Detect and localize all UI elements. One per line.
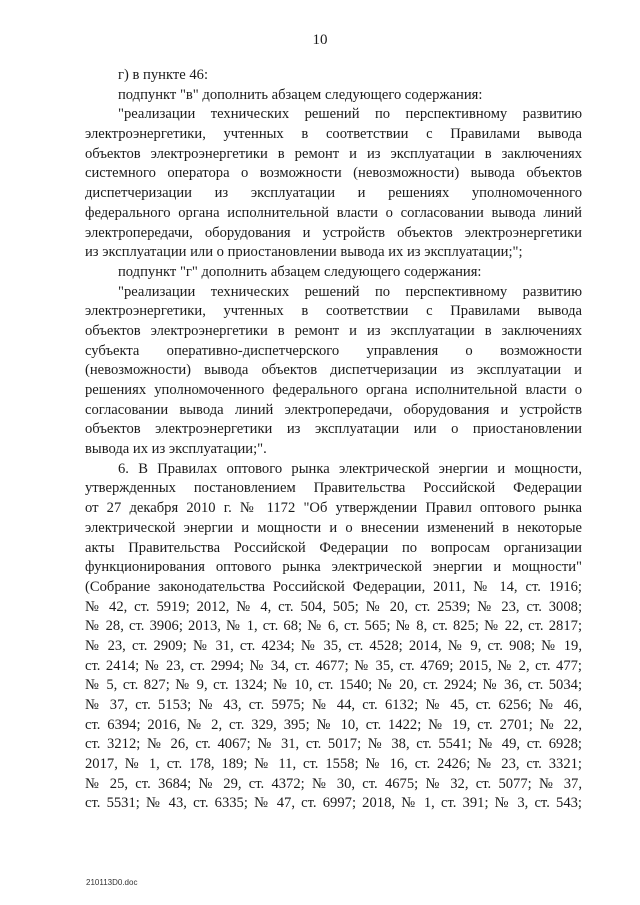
text-line: подпункт "г" дополнить абзацем следующего содержания: [118, 263, 482, 280]
text-line: ст. 6394; 2016, № 2, ст. 329, 395; № 10, ст. 1422; № 19, ст. 2701; № 22, [85, 716, 582, 733]
text-line: (Собрание законодательства Российской Федерации, 2011, № 14, ст. 1916; [85, 578, 582, 595]
text-line: объектов электроэнергетики в ремонт и из эксплуатации в заключениях [85, 322, 582, 339]
text-line: объектов электроэнергетики в ремонт и из эксплуатации в заключениях [85, 145, 582, 162]
text-line: ст. 3212; № 26, ст. 4067; № 31, ст. 5017; № 38, ст. 5541; № 49, ст. 6928; [85, 736, 582, 753]
text-line: объектов электроэнергетики из эксплуатации или о приостановлении [85, 421, 582, 438]
text-line: субъекта оперативно-диспетчерского управления о возможности [85, 342, 582, 359]
footer-filename: 210113D0.doc [86, 878, 138, 887]
text-line: решениях уполномоченного федерального органа исполнительной власти о [85, 382, 582, 398]
text-line: вывода их из эксплуатации;". [85, 441, 267, 458]
text-line: диспетчеризации из эксплуатации и решениях уполномоченного [85, 185, 582, 202]
text-line: № 25, ст. 3684; № 29, ст. 4372; № 30, ст. 4675; № 32, ст. 5077; № 37, [85, 775, 582, 792]
text-line: акты Правительства Российской Федерации по вопросам организации [85, 539, 582, 556]
text-line: 2017, № 1, ст. 178, 189; № 11, ст. 1558; № 16, ст. 2426; № 23, ст. 3321; [85, 756, 582, 773]
text-line: функционирования оптового рынка электрической энергии и мощности" [85, 559, 582, 576]
text-line: "реализации технических решений по перспективному развитию [118, 106, 582, 123]
text-line: 6. В Правилах оптового рынка электрической энергии и мощности, [118, 460, 582, 477]
text-line: согласовании вывода линий электропередачи, оборудования и устройств [85, 401, 582, 418]
text-line: № 42, ст. 5919; 2012, № 4, ст. 504, 505; № 20, ст. 2539; № 23, ст. 3008; [85, 598, 582, 615]
text-line: № 37, ст. 5153; № 43, ст. 5975; № 44, ст. 6132; № 45, ст. 6256; № 46, [85, 697, 582, 713]
text-line: № 23, ст. 2909; № 31, ст. 4234; № 35, ст. 4528; 2014, № 9, ст. 908; № 19, [85, 637, 582, 654]
text-line: от 27 декабря 2010 г. № 1172 "Об утверждении Правил оптового рынка [85, 500, 582, 517]
text-line: из эксплуатации или о приостановлении вывода их из эксплуатации;"; [85, 244, 523, 261]
text-line: (невозможности) вывода объектов диспетчеризации из эксплуатации и [85, 362, 582, 379]
text-line: системного оператора о возможности (невозможности) вывода объектов [85, 165, 582, 182]
document-body [85, 66, 582, 814]
page-number: 10 [312, 32, 328, 48]
text-line: электроэнергетики, учтенных в соответствии с Правилами вывода [85, 126, 582, 143]
text-line: электроэнергетики, учтенных в соответствии с Правилами вывода [85, 303, 582, 320]
text-line: ст. 2414; № 23, ст. 2994; № 34, ст. 4677; № 35, ст. 4769; 2015, № 2, ст. 477; [85, 657, 582, 674]
text-line: утвержденных постановлением Правительства Российской Федерации [85, 480, 582, 497]
text-line: "реализации технических решений по перспективному развитию [118, 283, 582, 300]
text-line: № 28, ст. 3906; 2013, № 1, ст. 68; № 6, ст. 565; № 8, ст. 825; № 22, ст. 2817; [85, 618, 582, 635]
text-line: электропередачи, оборудования и устройств объектов электроэнергетики [85, 224, 582, 241]
text-line: г) в пункте 46: [118, 67, 208, 83]
text-line: подпункт "в" дополнить абзацем следующего содержания: [118, 86, 483, 103]
text-line: ст. 5531; № 43, ст. 6335; № 47, ст. 6997; 2018, № 1, ст. 391; № 3, ст. 543; [85, 795, 582, 812]
text-line: федерального органа исполнительной власти о согласовании вывода линий [85, 204, 582, 221]
text-line: № 5, ст. 827; № 9, ст. 1324; № 10, ст. 1540; № 20, ст. 2924; № 36, ст. 5034; [85, 677, 582, 694]
text-line: электрической энергии и мощности и о внесении изменений в некоторые [85, 519, 582, 536]
